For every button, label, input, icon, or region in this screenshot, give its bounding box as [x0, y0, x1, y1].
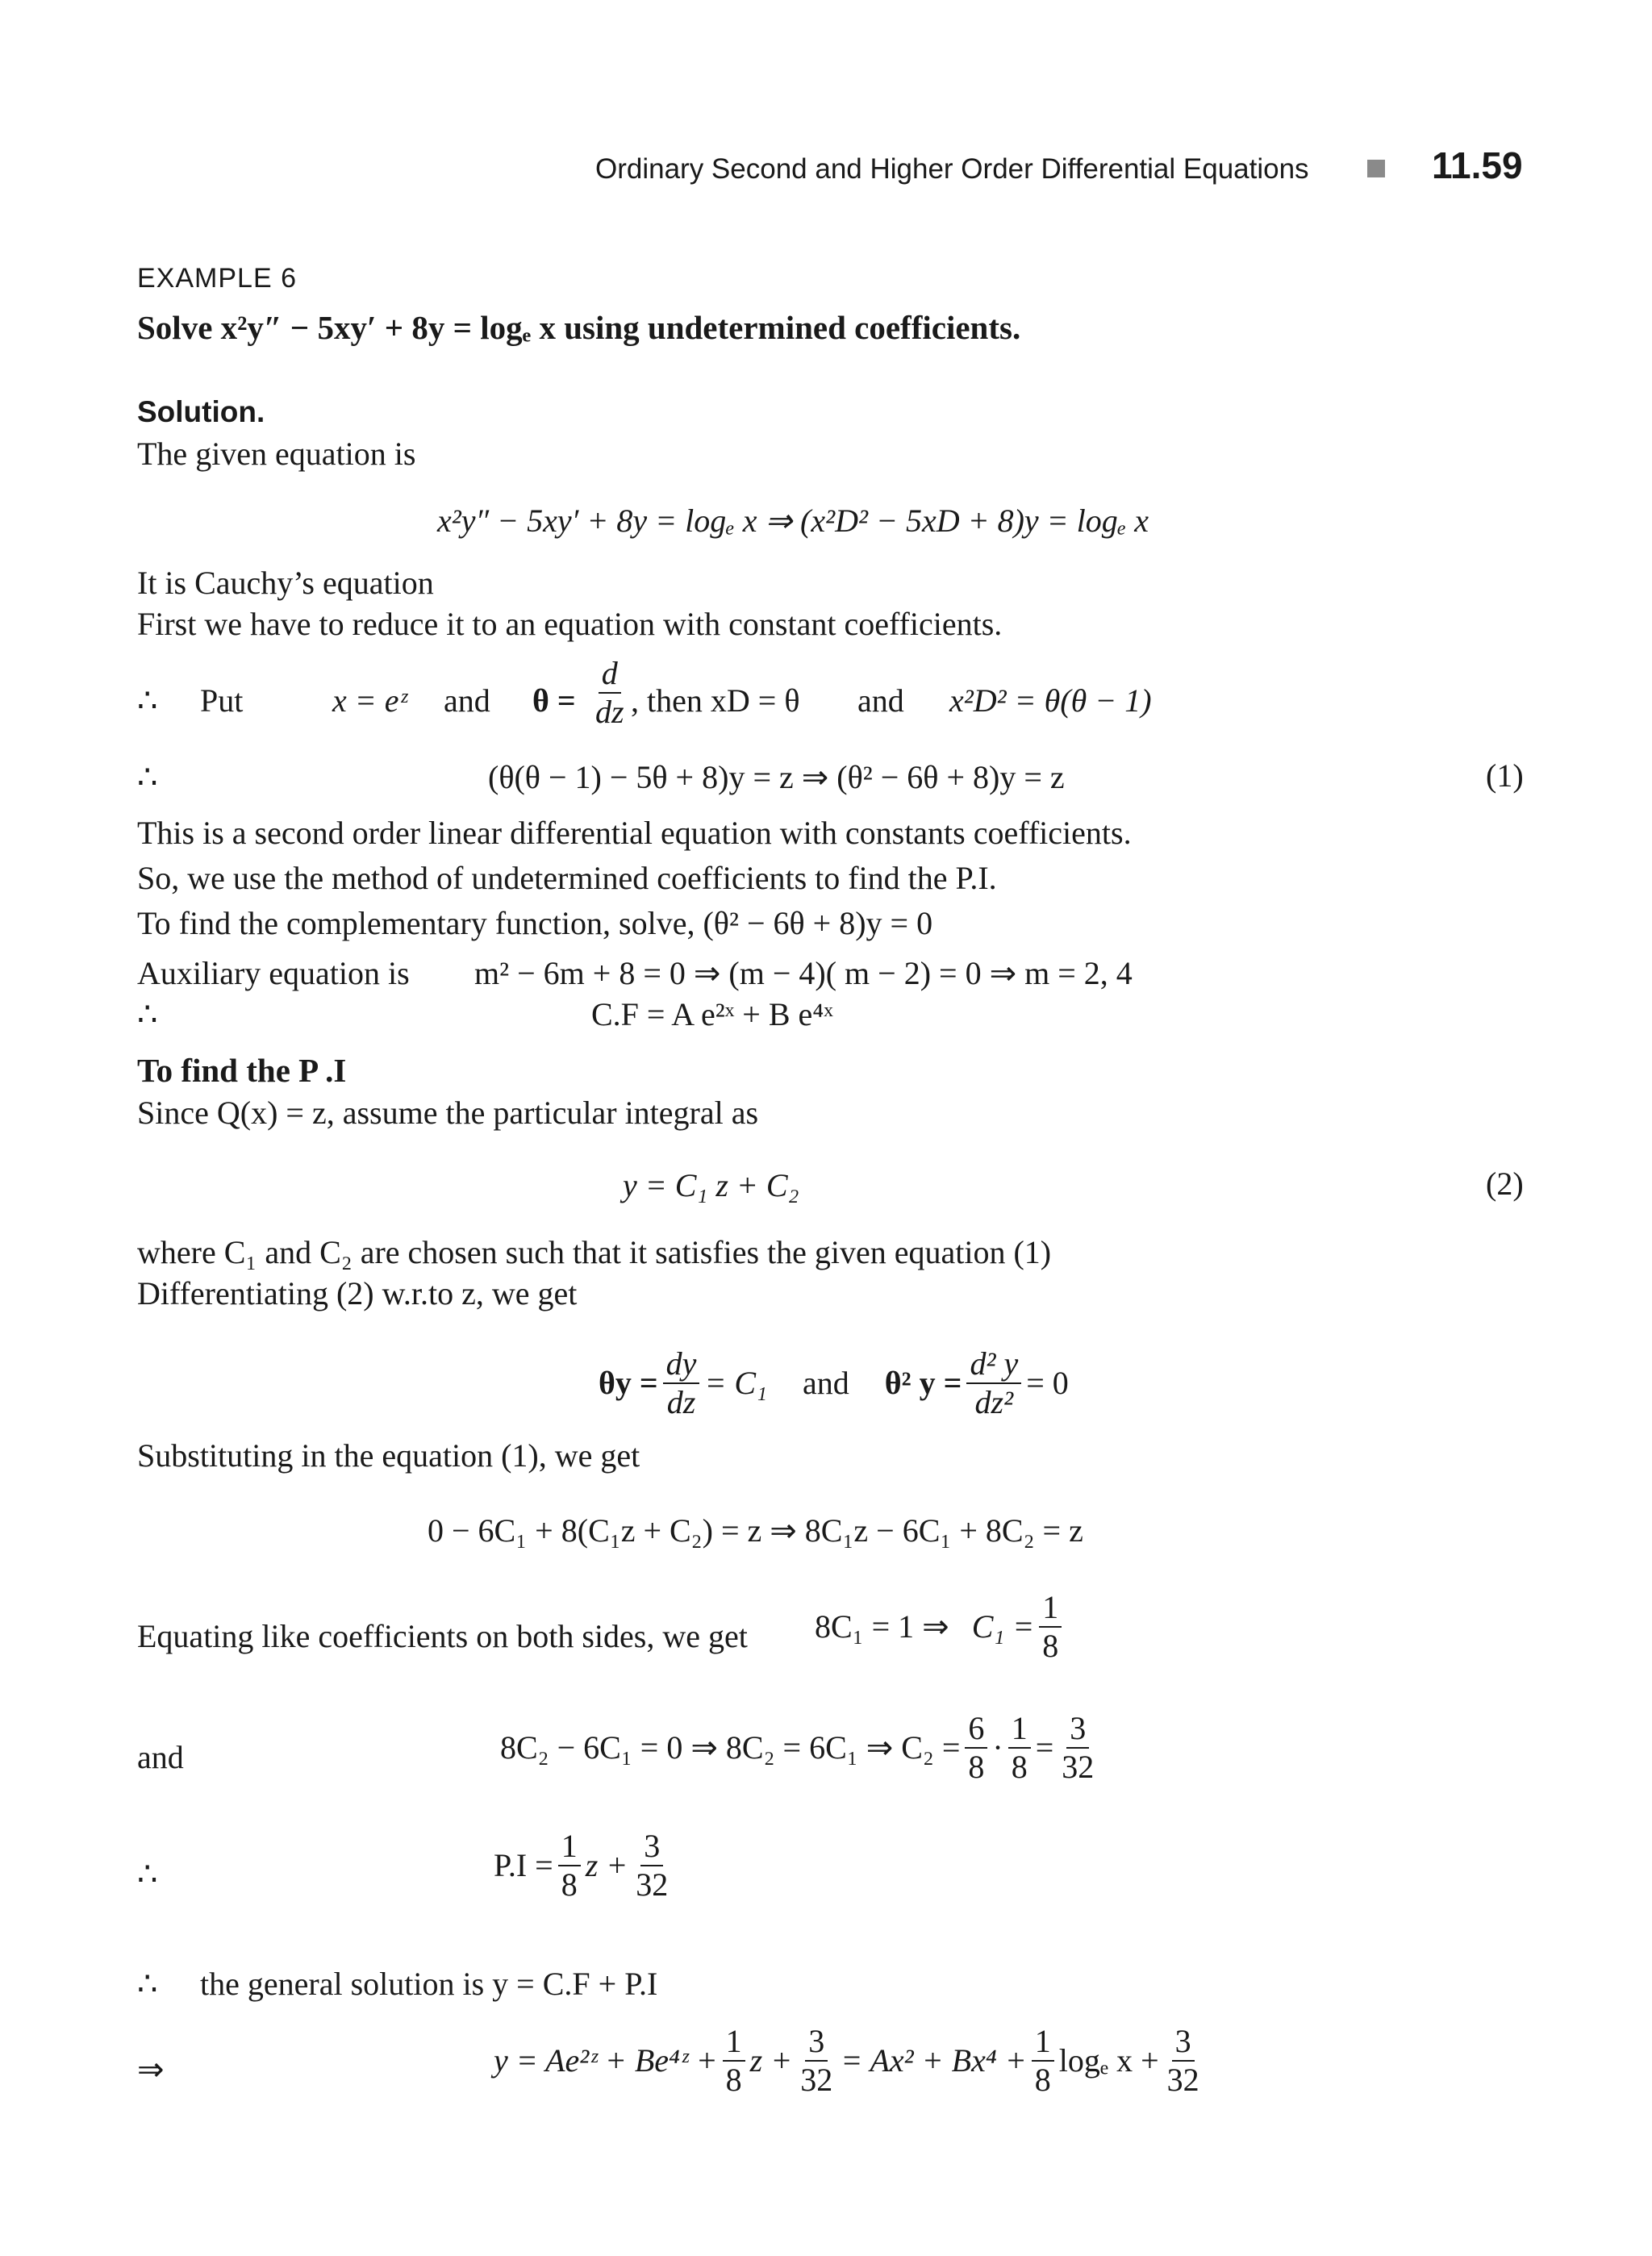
equation-c2 [500, 1710, 1102, 1786]
text-line: Equating like coefficients on both sides, we get [137, 1618, 748, 1654]
fraction-numerator: 1 [723, 2023, 745, 2062]
general-solution-text: the general solution is y = C.F + P.I [200, 1966, 658, 2002]
fraction-denominator: 32 [1062, 1749, 1095, 1785]
equals-c1: = C₁ [704, 1365, 768, 1401]
header-square-icon [1367, 160, 1385, 177]
text-and: and [857, 682, 904, 719]
substitution-equation: 0 − 6C₁ + 8(C₁z + C₂) = z ⇒ 8C₁z − 6C₁ + 8C₂ = z [428, 1512, 1083, 1549]
text-line: So, we use the method of undetermined coefficients to find the P.I. [137, 860, 997, 896]
c1-label: C₁ = [971, 1608, 1035, 1645]
therefore-symbol: ∴ [137, 759, 158, 795]
problem-statement: Solve x²y″ − 5xy′ + 8y = logₑ x using undetermined coefficients. [137, 309, 1021, 346]
fraction-numerator: d [599, 655, 621, 694]
fraction-numerator: d² y [966, 1345, 1021, 1384]
final-part-b: = Ax² + Bx⁴ + [841, 2042, 1027, 2079]
text-and: and [137, 1739, 184, 1775]
c2-chain: 8C₂ − 6C₁ = 0 ⇒ 8C₂ = 6C₁ ⇒ C₂ = [500, 1729, 961, 1766]
example-label: EXAMPLE 6 [137, 263, 297, 294]
fraction-denominator: 32 [1166, 2062, 1199, 2098]
fraction-numerator: 1 [1039, 1589, 1062, 1628]
fraction-denominator: 8 [1042, 1628, 1059, 1664]
fraction-denominator: dz [595, 694, 624, 730]
text-line: Since Q(x) = z, assume the particular integral as [137, 1095, 759, 1131]
text-line: where C₁ and C₂ are chosen such that it satisfies the given equation (1) [137, 1234, 1052, 1270]
fraction-denominator: 32 [800, 2062, 833, 2098]
fraction-denominator: 8 [1034, 2062, 1051, 2098]
final-part-a: y = Ae²ᶻ + Be⁴ᶻ + [494, 2042, 718, 2079]
text-line: First we have to reduce it to an equation with constant coefficients. [137, 606, 1003, 642]
page-number: 11.59 [1432, 144, 1523, 186]
text-line: To find the complementary function, solve, (θ² − 6θ + 8)y = 0 [137, 905, 933, 941]
fraction-numerator: 3 [640, 1828, 663, 1866]
therefore-symbol: ∴ [137, 1856, 158, 1892]
equation-x-substitution: x = eᶻ [332, 682, 407, 719]
pi-heading: To find the P .I [137, 1052, 347, 1089]
implies-symbol: ⇒ [137, 2051, 165, 2087]
fraction-numerator: 3 [1172, 2023, 1195, 2062]
running-header-title: Ordinary Second and Higher Order Differential Equations [595, 153, 1309, 185]
therefore-symbol: ∴ [137, 996, 158, 1032]
equals-zero: = 0 [1026, 1365, 1069, 1401]
equation-theta-def: θ = [532, 682, 576, 719]
text-line: This is a second order linear differential equation with constants coefficients. [137, 815, 1132, 851]
fraction-numerator: 3 [805, 2023, 828, 2062]
equation-c1 [815, 1589, 1066, 1665]
fraction-numerator: 3 [1066, 1710, 1089, 1749]
theta-y-label: θy = [599, 1365, 658, 1401]
fraction-denominator: 8 [561, 1866, 578, 1903]
general-solution-equation [494, 2023, 1208, 2099]
aux-equation-label: Auxiliary equation is [137, 955, 410, 991]
text-and: and [803, 1365, 849, 1401]
fraction-denominator: 32 [636, 1866, 669, 1903]
fraction-numerator: 6 [965, 1710, 987, 1749]
text-line: It is Cauchy’s equation [137, 565, 434, 601]
complementary-function: C.F = A e²ˣ + B e⁴ˣ [591, 996, 833, 1032]
particular-integral [494, 1828, 676, 1904]
fraction-denominator: 8 [1011, 1749, 1028, 1785]
equals-symbol: = [1035, 1729, 1054, 1766]
equation-x2d2: x²D² = θ(θ − 1) [949, 682, 1152, 719]
equation-given: x²y″ − 5xy′ + 8y = logₑ x ⇒ (x²D² − 5xD + 8)y = logₑ x [437, 502, 1149, 539]
aux-equation: m² − 6m + 8 = 0 ⇒ (m − 4)( m − 2) = 0 ⇒ m = 2, 4 [474, 955, 1133, 991]
equation-xd-theta: , then xD = θ [631, 682, 800, 719]
fraction-denominator: dz [666, 1384, 696, 1420]
derivative-theta-y [599, 1345, 1069, 1421]
final-log: logₑ x + [1058, 2042, 1159, 2079]
fraction-numerator: dy [663, 1345, 700, 1384]
z-plus: z + [749, 2042, 793, 2079]
solution-label: Solution. [137, 395, 265, 428]
text-line: The given equation is [137, 436, 416, 472]
eq-8c1: 8C₁ = 1 ⇒ [815, 1608, 949, 1645]
fraction-numerator: 1 [558, 1828, 581, 1866]
text-line: Substituting in the equation (1), we get [137, 1437, 640, 1474]
text-put: Put [200, 682, 244, 719]
fraction-numerator: 1 [1008, 1710, 1031, 1749]
theta2-y-label: θ² y = [884, 1365, 962, 1401]
fraction-denominator: 8 [725, 2062, 742, 2098]
dot-symbol: · [992, 1729, 1003, 1766]
therefore-symbol: ∴ [137, 682, 158, 719]
equation-2: y = C₁ z + C₂ [623, 1167, 799, 1203]
fraction-numerator: 1 [1032, 2023, 1054, 2062]
pi-label: P.I = [494, 1847, 553, 1883]
equation-1: (θ(θ − 1) − 5θ + 8)y = z ⇒ (θ² − 6θ + 8)y = z [488, 759, 1065, 795]
equation-number-1: (1) [1486, 757, 1524, 794]
text-and: and [444, 682, 490, 719]
fraction-d-dz [587, 655, 632, 731]
equation-number-2: (2) [1486, 1166, 1524, 1202]
fraction-denominator: dz² [974, 1384, 1014, 1420]
z-plus: z + [585, 1847, 628, 1883]
therefore-symbol: ∴ [137, 1966, 158, 2002]
fraction-denominator: 8 [968, 1749, 985, 1785]
text-line: Differentiating (2) w.r.to z, we get [137, 1275, 578, 1311]
